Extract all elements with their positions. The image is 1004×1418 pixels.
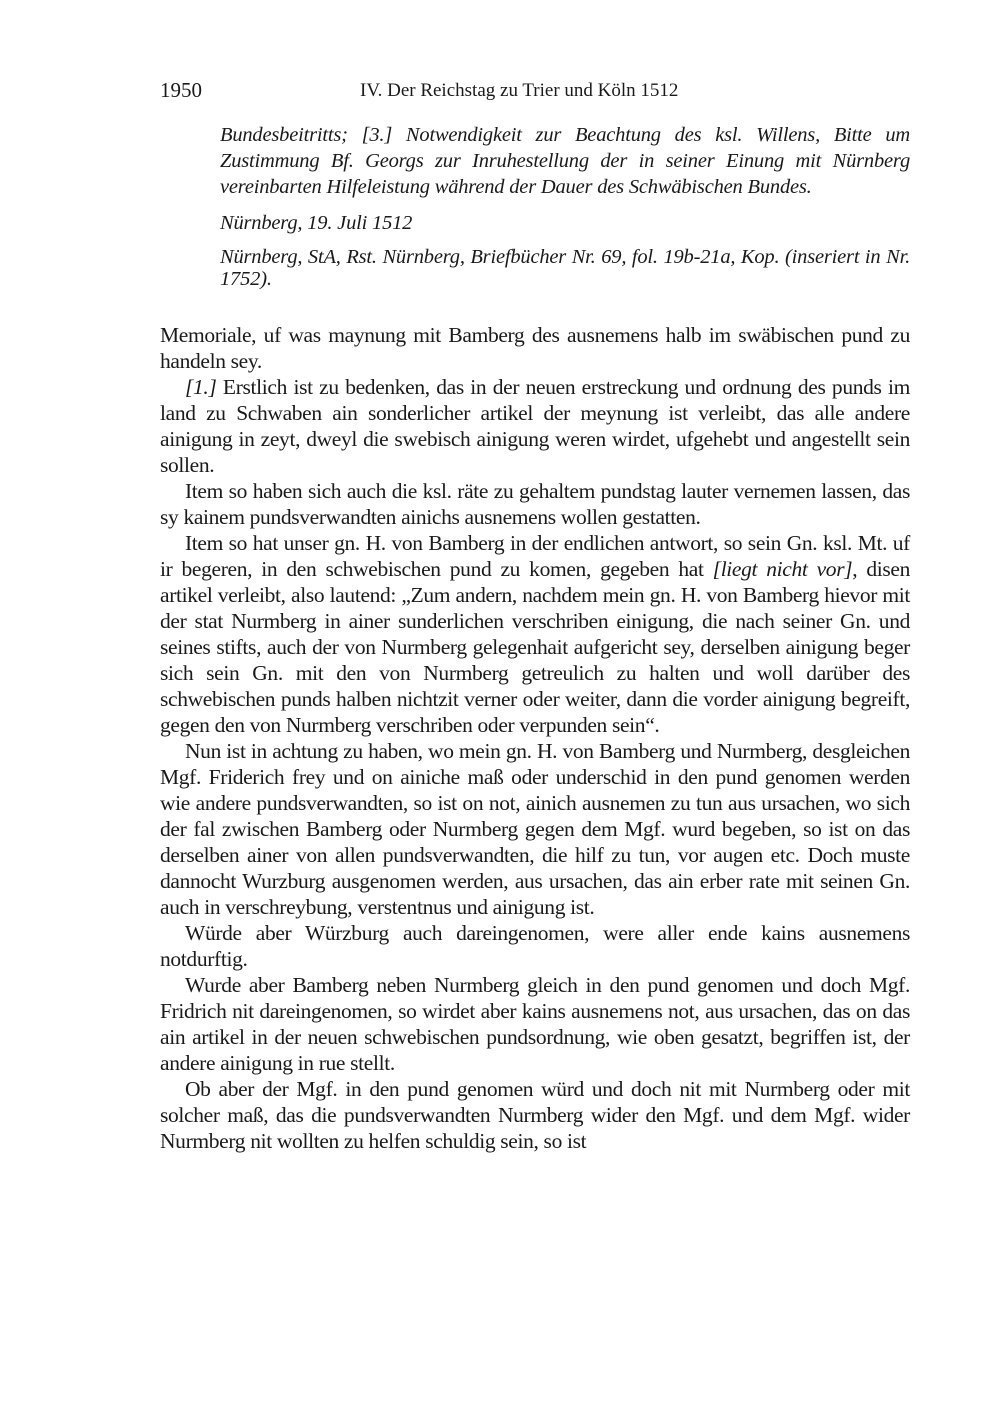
paragraph: Ob aber der Mgf. in den pund genomen würd und doch nit mit Nurmberg oder mit solcher maß, das die pundsverwandten Nurmberg wider den Mgf. und dem Mgf. wider Nurmberg nit wollten zu helfen schuldig sein, so ist bbox=[160, 1077, 910, 1153]
editorial-note: [liegt nicht vor] bbox=[712, 557, 853, 581]
page-header bbox=[160, 78, 910, 108]
regest-date: Nürnberg, 19. Juli 1512 bbox=[220, 212, 413, 234]
paragraph: Item so haben sich auch die ksl. räte zu gehaltem pundstag lauter vernemen lassen, das sy kainem pundsverwandten ainichs ausnemens wollen gestatten. bbox=[160, 479, 910, 529]
regest-summary: Bundesbeitritts; [3.] Notwendigkeit zur Beachtung des ksl. Willens, Bitte um Zustimmung Bf. Georgs zur Inruhestellung der in seiner Einung mit Nürnberg vereinbarten Hilfeleistung während der Dauer des Schwäbischen Bundes. bbox=[220, 124, 910, 198]
paragraph bbox=[160, 374, 910, 478]
section-marker: [1.] bbox=[185, 375, 217, 399]
paragraph: Memoriale, uf was maynung mit Bamberg des ausnemens halb im swäbischen pund zu handeln sey. bbox=[160, 323, 910, 373]
paragraph-text: Item so hat unser gn. H. von Bamberg in der endlichen antwort, so sein Gn. ksl. Mt. uf ir begeren, in den schwebischen pund zu komen, gegeben hat bbox=[160, 531, 910, 581]
paragraph: Würde aber Würzburg auch dareingenomen, were aller ende kains ausnemens notdurftig. bbox=[160, 921, 910, 971]
paragraph bbox=[160, 530, 910, 738]
paragraph: Nun ist in achtung zu haben, wo mein gn. H. von Bamberg und Nurmberg, desgleichen Mgf. Friderich frey und on ainiche maß oder underschid in den pund genomen werden wie andere pundsverwandten, so ist on not, ainich ausnemen zu tun aus ursachen, wo sich der fal zwischen Bamberg oder Nurmberg gegen dem Mgf. wurd begeben, so ist on das derselben ainer von allen pundsverwandten, die hilf zu tun, vor augen etc. Doch muste dannocht Wurzburg ausgenomen werden, aus ursachen, das ain erber rate mit seinen Gn. auch in verschreybung, verstentnus und ainigung ist. bbox=[160, 739, 910, 919]
paragraph-text: Erstlich ist zu bedenken, das in der neuen erstreckung und ordnung des punds im land zu Schwaben ain sonderlicher artikel der meynung ist verleibt, das alle andere ainigung in zeyt, dweyl die swebisch ainigung weren wirdet, ufgehebt und angestellt sein sollen. bbox=[160, 375, 910, 477]
page-number: 1950 bbox=[160, 78, 202, 102]
regest-source: Nürnberg, StA, Rst. Nürnberg, Briefbücher Nr. 69, fol. 19b-21a, Kop. (inseriert in Nr. 1752). bbox=[220, 246, 910, 290]
document-regest bbox=[220, 122, 910, 300]
running-title: IV. Der Reichstag zu Trier und Köln 1512 bbox=[360, 80, 679, 101]
document-body bbox=[160, 322, 910, 1154]
paragraph-text: , disen artikel verleibt, also lautend: „Zum andern, nachdem mein gn. H. von Bamberg hievor mit der stat Nurmberg in ainer sunderlichen verschriben einigung, die nach seiner Gn. und seines stifts, auch der von Nurmberg gelegenhait aufgericht sey, derselben ainigung beger sich sein Gn. mit den von Nurmberg getreulich zu halten und woll darüber des schwebischen punds halben nichtzit verner oder weiter, dann die vorder ainigung begreift, gegen den von Nurmberg verschriben oder verpunden sein“. bbox=[160, 557, 910, 737]
paragraph: Wurde aber Bamberg neben Nurmberg gleich in den pund genomen und doch Mgf. Fridrich nit dareingenomen, so wirdet aber kains ausnemens not, aus ursachen, das on das ain artikel in der neuen schwebischen pundsordnung, wie oben gesatzt, begriffen ist, der andere ainigung in rue stellt. bbox=[160, 973, 910, 1075]
